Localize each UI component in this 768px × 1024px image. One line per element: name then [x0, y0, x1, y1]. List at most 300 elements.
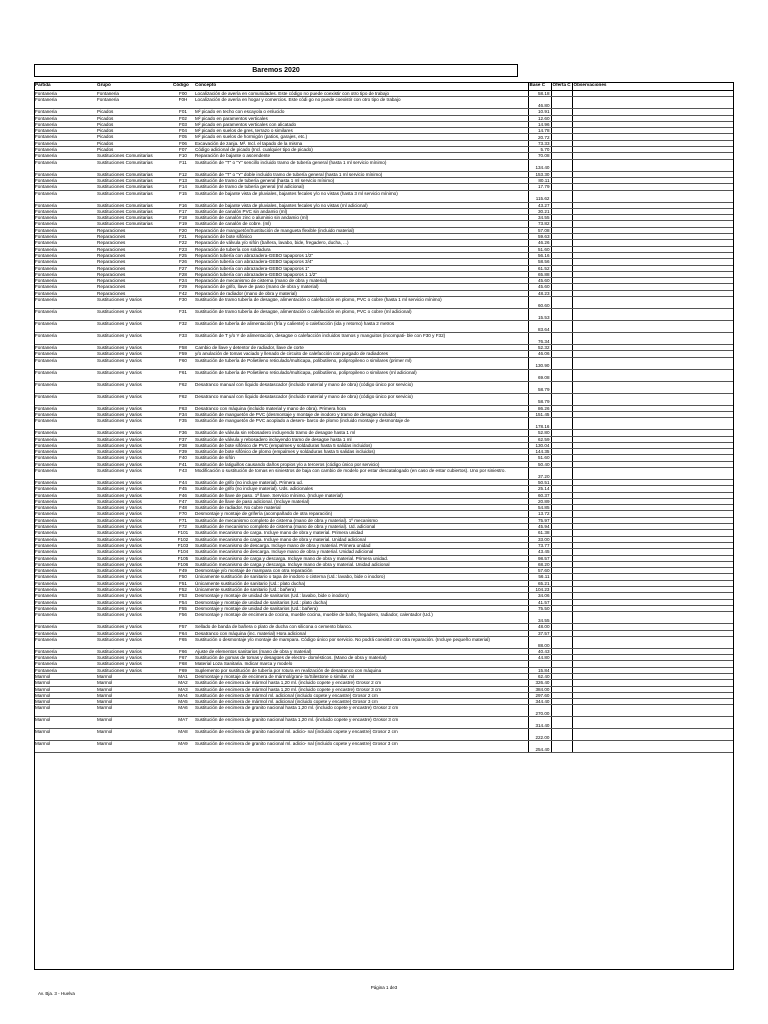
- cell-grupo: Sustituciones y Varios: [96, 357, 172, 369]
- cell-codigo: F63: [172, 405, 194, 411]
- cell-partida: Fontaneria: [34, 405, 96, 411]
- cell-partida: Fontaneria: [34, 587, 96, 593]
- cell-observaciones: [572, 297, 734, 309]
- cell-partida: Fontaneria: [34, 549, 96, 555]
- cell-grupo: Picados: [96, 109, 172, 115]
- cell-grupo: Reparaciones: [96, 290, 172, 296]
- cell-concepto: Desatranco con máquina (incluido material y mano de obra). Primera hora: [194, 405, 528, 411]
- cell-codigo: F22: [172, 240, 194, 246]
- cell-grupo: Sustituciones Comunitarias: [96, 202, 172, 208]
- cell-concepto: Sustitución de llave de paso. 1ª llave. Servicio mínimo. (Incluye material): [194, 492, 528, 498]
- cell-concepto: Reparación de válvula y/o sifón (bañera, lavabo, bide, fregadero, ducha, ...): [194, 240, 528, 246]
- cell-partida: Fontaneria: [34, 271, 96, 277]
- cell-codigo: F67: [172, 655, 194, 661]
- cell-partida: Fontaneria: [34, 140, 96, 146]
- cell-codigo: F65: [172, 636, 194, 648]
- cell-grupo: Sustituciones Comunitarias: [96, 215, 172, 221]
- cell-base: 73.77: [528, 542, 551, 548]
- table-row: [34, 369, 734, 381]
- cell-partida: Fontaneria: [34, 442, 96, 448]
- cell-base: 88.00: [528, 636, 551, 648]
- cell-base: 60.60: [528, 297, 551, 309]
- cell-partida: Fontaneria: [34, 492, 96, 498]
- cell-observaciones: [572, 612, 734, 624]
- cell-partida: Fontaneria: [34, 580, 96, 586]
- cell-partida: Marmol: [34, 705, 96, 717]
- cell-partida: Fontaneria: [34, 284, 96, 290]
- cell-partida: Marmol: [34, 717, 96, 729]
- cell-partida: Fontaneria: [34, 555, 96, 561]
- cell-grupo: Sustituciones y Varios: [96, 561, 172, 567]
- cell-grupo: Reparaciones: [96, 234, 172, 240]
- cell-concepto: Sustitución mecanismo de descarga. Incluye mano de obra y material. Primera unidad: [194, 542, 528, 548]
- cell-codigo: MA6: [172, 705, 194, 717]
- cell-base: 52.32: [528, 345, 551, 351]
- table-header-row: [34, 82, 734, 91]
- cell-partida: Fontaneria: [34, 297, 96, 309]
- cell-grupo: Sustituciones y Varios: [96, 667, 172, 673]
- cell-oferta: [551, 717, 572, 729]
- cell-oferta: [551, 393, 572, 405]
- cell-base: 134.40: [528, 159, 551, 171]
- cell-codigo: F24: [172, 278, 194, 284]
- cell-partida: Fontaneria: [34, 121, 96, 127]
- cell-partida: Fontaneria: [34, 227, 96, 233]
- cell-grupo: Sustituciones y Varios: [96, 405, 172, 411]
- cell-codigo: F36: [172, 430, 194, 436]
- cell-grupo: Sustituciones y Varios: [96, 648, 172, 654]
- table-row: [34, 159, 734, 171]
- cell-partida: Marmol: [34, 686, 96, 692]
- cell-base: 41.57: [528, 599, 551, 605]
- cell-base: 153.30: [528, 171, 551, 177]
- cell-concepto: Sustitución mecanismo de carga. Incluye mano de obra y material. Primera unidad: [194, 530, 528, 536]
- cell-grupo: Sustituciones y Varios: [96, 517, 172, 523]
- cell-base: 62.59: [528, 436, 551, 442]
- cell-grupo: Sustituciones y Varios: [96, 630, 172, 636]
- cell-grupo: Sustituciones y Varios: [96, 321, 172, 333]
- cell-oferta: [551, 321, 572, 333]
- cell-grupo: Marmol: [96, 692, 172, 698]
- cell-grupo: Sustituciones y Varios: [96, 351, 172, 357]
- cell-grupo: Sustituciones y Varios: [96, 479, 172, 485]
- cell-partida: Fontaneria: [34, 568, 96, 574]
- cell-codigo: F62: [172, 381, 194, 393]
- cell-base: 297.60: [528, 692, 551, 698]
- cell-grupo: Sustituciones y Varios: [96, 612, 172, 624]
- cell-concepto: Material Loza Sanitaria. Indicar marca y modelo: [194, 661, 528, 667]
- cell-oferta: [551, 418, 572, 430]
- cell-observaciones: [572, 705, 734, 717]
- cell-grupo: Sustituciones Comunitarias: [96, 208, 172, 214]
- cell-base: 57.60: [528, 568, 551, 574]
- cell-concepto: Sustitución de tubería de Polietileno reticulado/multicapa, polibutileno, polipropileno o similares (ml adicional): [194, 369, 528, 381]
- cell-codigo: F44: [172, 479, 194, 485]
- cell-codigo: F05: [172, 134, 194, 140]
- cell-base: 20.89: [528, 498, 551, 504]
- cell-codigo: F104: [172, 549, 194, 555]
- cell-codigo: F41: [172, 461, 194, 467]
- cell-concepto: Sustitución de canalón zinc o aluminio sin andamio (ml): [194, 215, 528, 221]
- cell-partida: Marmol: [34, 692, 96, 698]
- cell-base: 178.16: [528, 418, 551, 430]
- header-observaciones: Observaciones: [572, 82, 734, 91]
- header-oferta: Oferta C: [551, 82, 572, 91]
- cell-concepto: Desmontaje y montaje de unidad de sanitarios (Ud.: plato ducha): [194, 599, 528, 605]
- cell-observaciones: [572, 717, 734, 729]
- cell-codigo: F23: [172, 246, 194, 252]
- cell-grupo: Picados: [96, 140, 172, 146]
- cell-codigo: F29: [172, 284, 194, 290]
- cell-base: 46.06: [528, 351, 551, 357]
- cell-partida: Fontaneria: [34, 667, 96, 673]
- cell-partida: Fontaneria: [34, 128, 96, 134]
- cell-base: 25.14: [528, 486, 551, 492]
- cell-partida: Fontaneria: [34, 159, 96, 171]
- cell-partida: Fontaneria: [34, 430, 96, 436]
- cell-base: 61.52: [528, 265, 551, 271]
- cell-base: 115.62: [528, 190, 551, 202]
- cell-observaciones: [572, 369, 734, 381]
- header-codigo: Código: [172, 82, 194, 91]
- table-row: [34, 297, 734, 309]
- cell-codigo: MA2: [172, 680, 194, 686]
- cell-base: 12.60: [528, 115, 551, 121]
- cell-grupo: Sustituciones y Varios: [96, 549, 172, 555]
- cell-grupo: Sustituciones y Varios: [96, 467, 172, 479]
- cell-concepto: Sustitución de canalón de cobre. (ml): [194, 221, 528, 227]
- cell-concepto: Cambio de llave y detentor de radiador, llave de corte: [194, 345, 528, 351]
- cell-grupo: Picados: [96, 115, 172, 121]
- cell-grupo: Sustituciones y Varios: [96, 574, 172, 580]
- document-title: Baremos 2020: [34, 64, 518, 77]
- cell-grupo: Sustituciones y Varios: [96, 530, 172, 536]
- cell-codigo: F48: [172, 505, 194, 511]
- cell-partida: Fontaneria: [34, 542, 96, 548]
- cell-codigo: F25: [172, 252, 194, 258]
- cell-concepto: M² picado en paramentos verticales con alicatado: [194, 121, 528, 127]
- cell-grupo: Sustituciones y Varios: [96, 555, 172, 561]
- cell-base: 10.91: [528, 109, 551, 115]
- cell-partida: Fontaneria: [34, 381, 96, 393]
- cell-base: 52.80: [528, 430, 551, 436]
- cell-base: 65.21: [528, 580, 551, 586]
- cell-concepto: Sustitución de mecanismo completo de cisterna (mano de obra y material). 1º mecanismo: [194, 517, 528, 523]
- cell-partida: Fontaneria: [34, 351, 96, 357]
- cell-concepto: Sustitución de grifo (no incluye material). Primera ud.: [194, 479, 528, 485]
- cell-partida: Fontaneria: [34, 215, 96, 221]
- cell-base: 40.43: [528, 648, 551, 654]
- cell-codigo: F56: [172, 612, 194, 624]
- cell-partida: Fontaneria: [34, 221, 96, 227]
- cell-concepto: Desatranco manual con líquido desatascador (incluido material y mano de obra) (código único por servicio): [194, 381, 528, 393]
- cell-codigo: F16: [172, 202, 194, 208]
- cell-grupo: Sustituciones y Varios: [96, 542, 172, 548]
- cell-partida: Fontaneria: [34, 461, 96, 467]
- cell-concepto: Reparación tubería con abrazadera-GEBO tapaporos 1": [194, 265, 528, 271]
- cell-concepto: Sustitución de bajante vista de pluviales, bajantes fecales y/o no vistas (ml adicional): [194, 202, 528, 208]
- cell-partida: Fontaneria: [34, 593, 96, 599]
- cell-codigo: F27: [172, 265, 194, 271]
- cell-codigo: F28: [172, 271, 194, 277]
- cell-grupo: Sustituciones y Varios: [96, 624, 172, 630]
- cell-grupo: Sustituciones Comunitarias: [96, 171, 172, 177]
- cell-concepto: Desmontaje y montaje de unidad de sanitarios (Ud.: lavabo, bide o inodoro): [194, 593, 528, 599]
- cell-base: 43.45: [528, 549, 551, 555]
- cell-concepto: Sustitución de manguetón de PVC (desmontaje y montaje de inodoro y tramo de desagüe incluido): [194, 411, 528, 417]
- cell-grupo: Sustituciones y Varios: [96, 492, 172, 498]
- cell-partida: Fontaneria: [34, 177, 96, 183]
- cell-codigo: F68: [172, 661, 194, 667]
- cell-codigo: F51: [172, 580, 194, 586]
- cell-base: 34.55: [528, 612, 551, 624]
- cell-base: 30.21: [528, 208, 551, 214]
- cell-grupo: Sustituciones y Varios: [96, 430, 172, 436]
- cell-oferta: [551, 729, 572, 741]
- cell-concepto: Sustitución de encimera de mármol ml. adicional (incluido copete y encastre) Grosor 2 cm: [194, 692, 528, 698]
- cell-concepto: Sustitución de encimera de granito nacional hasta 1,20 ml. (incluido copete y encastre) Grosor 3 cm: [194, 717, 528, 729]
- cell-partida: Fontaneria: [34, 624, 96, 630]
- table-row: [34, 467, 734, 479]
- cell-concepto: Desatranco manual con líquido desatascador (incluido material y mano de obra) (código único por servicio): [194, 393, 528, 405]
- cell-grupo: Sustituciones y Varios: [96, 593, 172, 599]
- cell-partida: Fontaneria: [34, 630, 96, 636]
- cell-base: 144.35: [528, 449, 551, 455]
- cell-codigo: F34: [172, 411, 194, 417]
- cell-grupo: Sustituciones y Varios: [96, 636, 172, 648]
- cell-grupo: Sustituciones y Varios: [96, 461, 172, 467]
- cell-base: 86.26: [528, 405, 551, 411]
- cell-partida: Fontaneria: [34, 524, 96, 530]
- cell-partida: Fontaneria: [34, 411, 96, 417]
- cell-base: 56.11: [528, 574, 551, 580]
- cell-base: 44.80: [528, 655, 551, 661]
- cell-base: 83.64: [528, 321, 551, 333]
- cell-partida: Fontaneria: [34, 91, 96, 97]
- cell-codigo: MA4: [172, 692, 194, 698]
- cell-grupo: Sustituciones y Varios: [96, 411, 172, 417]
- cell-partida: Marmol: [34, 741, 96, 753]
- cell-base: 17.79: [528, 184, 551, 190]
- table-row: [34, 705, 734, 717]
- cell-codigo: F49: [172, 568, 194, 574]
- cell-grupo: Reparaciones: [96, 265, 172, 271]
- cell-concepto: Reparación tubería con abrazadera-GEBO tapaporos 1 1/2": [194, 271, 528, 277]
- cell-grupo: Reparaciones: [96, 259, 172, 265]
- cell-base: 151.45: [528, 411, 551, 417]
- cell-oferta: [551, 741, 572, 753]
- page-number: Página 1 de3: [370, 985, 398, 990]
- cell-grupo: Picados: [96, 121, 172, 127]
- cell-concepto: Sustitución de bote sifónico de PVC (empalmes y soldaduras hasta 5 salidas incluidos): [194, 442, 528, 448]
- table-body: [34, 91, 734, 753]
- cell-base: 54.85: [528, 505, 551, 511]
- cell-base: 37.20: [528, 467, 551, 479]
- cell-partida: Fontaneria: [34, 661, 96, 667]
- cell-partida: Fontaneria: [34, 278, 96, 284]
- cell-concepto: Sustitución de encimera de granito nacional ml. adicio- nal (incluido copete y encastre) Grosor 3 cm: [194, 741, 528, 753]
- cell-concepto: M² picado en techo con escayola o enlucido: [194, 109, 528, 115]
- cell-oferta: [551, 333, 572, 345]
- header-grupo: Grupo: [96, 82, 172, 91]
- cell-codigo: F07: [172, 147, 194, 153]
- cell-concepto: Sustitución de encimera de mármol hasta 1,20 ml. (incluido copete y encastre) Grosor 2 cm: [194, 680, 528, 686]
- cell-grupo: Sustituciones y Varios: [96, 381, 172, 393]
- cell-concepto: Reparación de mecanismo de cisterna (mano de obra y material): [194, 278, 528, 284]
- cell-grupo: Sustituciones y Varios: [96, 505, 172, 511]
- cell-base: 60.37: [528, 492, 551, 498]
- cell-grupo: Sustituciones Comunitarias: [96, 184, 172, 190]
- cell-concepto: Modificación o sustitución de tomas en siniestros de baja con cambio de modelo por estar descatalogado (en caso de estar cubiertos). Uno por siniestro.: [194, 467, 528, 479]
- cell-concepto: Reparación de bajante o ascendente: [194, 153, 528, 159]
- cell-base: 5.70: [528, 147, 551, 153]
- cell-grupo: Picados: [96, 134, 172, 140]
- cell-grupo: Sustituciones y Varios: [96, 442, 172, 448]
- cell-oferta: [551, 636, 572, 648]
- cell-partida: Fontaneria: [34, 153, 96, 159]
- cell-grupo: Reparaciones: [96, 246, 172, 252]
- cell-base: 130.04: [528, 442, 551, 448]
- cell-grupo: Sustituciones Comunitarias: [96, 221, 172, 227]
- cell-grupo: Sustituciones Comunitarias: [96, 153, 172, 159]
- cell-concepto: Sustitución de "T" o "Y" doble incluido tramo de tubería general (hasta 1 ml servicio mínimo): [194, 171, 528, 177]
- cell-grupo: Sustituciones y Varios: [96, 580, 172, 586]
- cell-codigo: F31: [172, 309, 194, 321]
- cell-partida: Fontaneria: [34, 636, 96, 648]
- cell-grupo: Reparaciones: [96, 278, 172, 284]
- cell-partida: Fontaneria: [34, 605, 96, 611]
- cell-concepto: Reparación de bote sifónico: [194, 234, 528, 240]
- cell-concepto: Sustitución de encimera de granito nacional hasta 1,20 ml. (incluido copete y encastre) Grosor 2 cm: [194, 705, 528, 717]
- cell-concepto: Sustitución de canalón PVC sin andamio (ml): [194, 208, 528, 214]
- cell-grupo: Sustituciones y Varios: [96, 568, 172, 574]
- header-partida: Partida: [34, 82, 96, 91]
- cell-codigo: F14: [172, 184, 194, 190]
- cell-partida: Fontaneria: [34, 234, 96, 240]
- cell-grupo: Marmol: [96, 729, 172, 741]
- cell-partida: Fontaneria: [34, 333, 96, 345]
- cell-oferta: [551, 705, 572, 717]
- cell-concepto: Sustitución de tramo de tubería general (hasta 1 ml servicio mínimo): [194, 177, 528, 183]
- cell-base: 98.57: [528, 555, 551, 561]
- cell-base: 80.11: [528, 177, 551, 183]
- cell-grupo: Sustituciones y Varios: [96, 436, 172, 442]
- cell-concepto: Sustitución de encimera de mármol hasta 1,20 ml. (incluido copete y encastre) Grosor 3 cm: [194, 686, 528, 692]
- table-row: [34, 309, 734, 321]
- cell-grupo: Sustituciones y Varios: [96, 455, 172, 461]
- cell-codigo: F40: [172, 455, 194, 461]
- cell-codigo: F61: [172, 369, 194, 381]
- cell-codigo: F53: [172, 593, 194, 599]
- cell-codigo: F38: [172, 442, 194, 448]
- cell-codigo: F15: [172, 190, 194, 202]
- table-row: [34, 741, 734, 753]
- cell-grupo: Sustituciones y Varios: [96, 511, 172, 517]
- cell-base: 45.60: [528, 284, 551, 290]
- cell-concepto: Sustitución de llave de paso adicional. (Incluye material): [194, 498, 528, 504]
- cell-partida: Fontaneria: [34, 97, 96, 109]
- cell-partida: Fontaneria: [34, 115, 96, 121]
- cell-codigo: F42: [172, 290, 194, 296]
- cell-base: 45.60: [528, 278, 551, 284]
- cell-partida: Fontaneria: [34, 498, 96, 504]
- cell-concepto: Sustitución mecanismo de descarga. Incluye mano de obra y material. Unidad adicional: [194, 549, 528, 555]
- cell-grupo: Reparaciones: [96, 284, 172, 290]
- cell-base: 76.34: [528, 333, 551, 345]
- cell-base: 65.88: [528, 271, 551, 277]
- cell-observaciones: [572, 741, 734, 753]
- cell-partida: Fontaneria: [34, 345, 96, 351]
- cell-base: 130.90: [528, 357, 551, 369]
- cell-base: 69.08: [528, 369, 551, 381]
- cell-codigo: F47: [172, 498, 194, 504]
- cell-codigo: F33: [172, 333, 194, 345]
- cell-partida: Fontaneria: [34, 190, 96, 202]
- cell-base: 48.00: [528, 624, 551, 630]
- cell-concepto: Sustitución de radiador. No cubre material: [194, 505, 528, 511]
- cell-concepto: Sustitución de latiguillos causando daños propios y/o a terceros (código único por servicio): [194, 461, 528, 467]
- cell-codigo: F54: [172, 599, 194, 605]
- cell-base: 14.96: [528, 121, 551, 127]
- cell-partida: Fontaneria: [34, 561, 96, 567]
- cell-grupo: Sustituciones Comunitarias: [96, 159, 172, 171]
- cell-observaciones: [572, 309, 734, 321]
- header-concepto: Concepto: [194, 82, 528, 91]
- cell-base: 73.33: [528, 140, 551, 146]
- cell-concepto: Localización de avería en comunidades. Este código no puede coexistir con otro tipo de trabajo: [194, 91, 528, 97]
- cell-concepto: Sustitución de tubería de Polietileno reticulado/multicapa, polibutileno, polipropileno o similares (primer ml): [194, 357, 528, 369]
- cell-base: 46.80: [528, 97, 551, 109]
- cell-base: 58.79: [528, 393, 551, 405]
- cell-concepto: Sustitución de bajante vista de pluviales, bajantes fecales y/o no vistas (hasta 3 ml servicio mínimo): [194, 190, 528, 202]
- cell-codigo: F20: [172, 227, 194, 233]
- cell-codigo: F55: [172, 605, 194, 611]
- cell-partida: Fontaneria: [34, 467, 96, 479]
- cell-concepto: Reparación tubería con abrazadera-GEBO tapaporos 3/4": [194, 259, 528, 265]
- cell-codigo: MA5: [172, 699, 194, 705]
- cell-base: 58.56: [528, 259, 551, 265]
- table-row: [34, 321, 734, 333]
- cell-concepto: M² picado en suelos de hormigón (patios, garajes, etc.): [194, 134, 528, 140]
- cell-codigo: F01: [172, 109, 194, 115]
- cell-grupo: Sustituciones y Varios: [96, 418, 172, 430]
- cell-partida: Fontaneria: [34, 599, 96, 605]
- cell-grupo: Reparaciones: [96, 227, 172, 233]
- cell-codigo: MA9: [172, 741, 194, 753]
- cell-grupo: Fontaneria: [96, 91, 172, 97]
- cell-oferta: [551, 190, 572, 202]
- cell-base: 104.23: [528, 587, 551, 593]
- cell-base: 270.00: [528, 705, 551, 717]
- cell-codigo: MA7: [172, 717, 194, 729]
- cell-concepto: Sustitución de grifo (no incluye material). Uds. adicionales: [194, 486, 528, 492]
- cell-base: 61.38: [528, 530, 551, 536]
- cell-base: 344.40: [528, 699, 551, 705]
- cell-base: 34.55: [528, 215, 551, 221]
- cell-grupo: Fontaneria: [96, 97, 172, 109]
- cell-concepto: Sustitución de T y/o Y de alimentación, desagüe o calefacción incluidos tramos y manguitos (incompati- ble con F30 y F32): [194, 333, 528, 345]
- cell-observaciones: [572, 467, 734, 479]
- cell-oferta: [551, 369, 572, 381]
- cell-partida: Fontaneria: [34, 655, 96, 661]
- cell-observaciones: [572, 97, 734, 109]
- table-row: [34, 418, 734, 430]
- table-row: [34, 612, 734, 624]
- cell-base: 51.60: [528, 246, 551, 252]
- cell-codigo: F101: [172, 530, 194, 536]
- cell-partida: Fontaneria: [34, 184, 96, 190]
- cell-partida: Fontaneria: [34, 208, 96, 214]
